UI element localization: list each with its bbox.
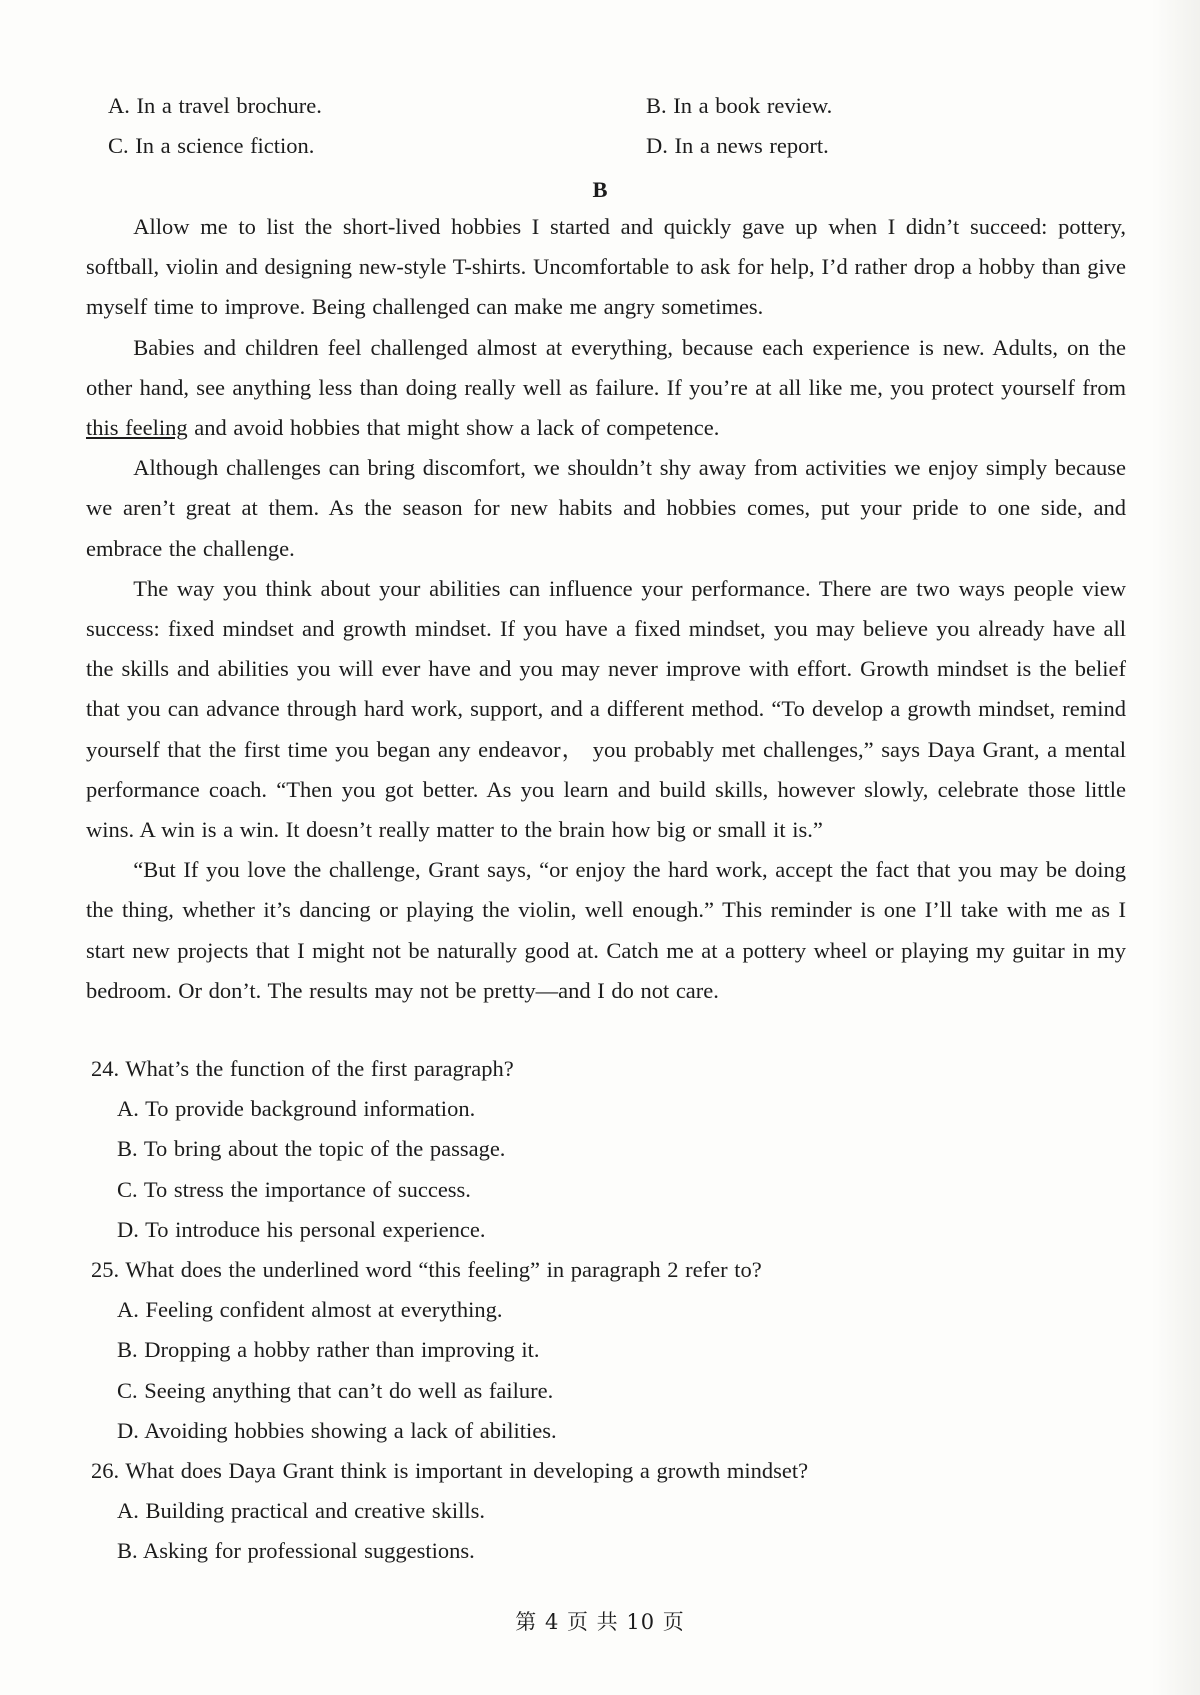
previous-question-options xyxy=(108,86,1108,166)
question-24 xyxy=(91,1049,1131,1250)
page-footer: 第 4 页 共 10 页 xyxy=(515,1610,685,1634)
answer-option: B. Dropping a hobby rather than improving it. xyxy=(117,1337,540,1363)
paragraph-1: Allow me to list the short-lived hobbies I started and quickly gave up when I didn’t succeed: pottery, softball, violin and designing new-style T-shirts. Uncomfortable to ask for help, I’d rather drop a hobby than give myself time to improve. Being challenged can make me angry sometimes. xyxy=(86,214,1126,320)
answer-option: D. To introduce his personal experience. xyxy=(117,1216,486,1242)
option-d: D. In a news report. xyxy=(646,132,829,158)
answer-option: C. Seeing anything that can’t do well as failure. xyxy=(117,1377,554,1403)
option-a: A. In a travel brochure. xyxy=(108,92,322,118)
answer-option: A. Building practical and creative skills. xyxy=(117,1498,486,1524)
question-stem: 26. What does Daya Grant think is important in developing a growth mindset? xyxy=(91,1458,809,1484)
question-stem: 25. What does the underlined word “this feeling” in paragraph 2 refer to? xyxy=(91,1257,762,1283)
paragraph-2-start: Babies and children feel challenged almost at everything, because each experience is new. Adults, on the other hand, see anything less than doing really well as failure. If you’re at all like me, you protect yourself from xyxy=(86,334,1126,400)
paragraph-3: Although challenges can bring discomfort, we shouldn’t shy away from activities we enjoy simply because we aren’t great at them. As the season for new habits and hobbies comes, put your pride to one side, and embrace the challenge. xyxy=(86,455,1126,561)
question-26 xyxy=(91,1451,1131,1572)
paragraph-5: “But If you love the challenge, Grant says, “or enjoy the hard work, accept the fact that you may be doing the thing, whether it’s dancing or playing the violin, well enough.” This reminder is one I’ll take with me as I start new projects that I might not be naturally good at. Catch me at a pottery wheel or playing my guitar in my bedroom. Or don’t. The results may not be pretty—and I do not care. xyxy=(86,857,1126,1003)
question-list xyxy=(91,1049,1131,1572)
option-c: C. In a science fiction. xyxy=(108,132,315,158)
answer-option: B. To bring about the topic of the passage. xyxy=(117,1136,506,1162)
paragraph-2-end: and avoid hobbies that might show a lack of competence. xyxy=(187,415,720,441)
question-25 xyxy=(91,1250,1131,1451)
underlined-phrase: this feeling xyxy=(86,415,188,441)
option-b: B. In a book review. xyxy=(646,92,833,118)
answer-option: D. Avoiding hobbies showing a lack of abilities. xyxy=(117,1417,557,1443)
option-row xyxy=(108,86,1108,126)
question-stem: 24. What’s the function of the first paragraph? xyxy=(91,1056,514,1081)
answer-option: C. To stress the importance of success. xyxy=(117,1176,471,1202)
scan-edge-shadow xyxy=(1152,0,1200,1695)
option-row xyxy=(108,126,1108,166)
answer-option: B. Asking for professional suggestions. xyxy=(117,1538,475,1564)
answer-option: A. To provide background information. xyxy=(117,1096,476,1122)
answer-option: A. Feeling confident almost at everything. xyxy=(117,1297,503,1323)
paragraph-4: The way you think about your abilities can influence your performance. There are two ways people view success: fixed mindset and growth mindset. If you have a fixed mindset, you may believe you already have all the skills and abilities you will ever have and you may never improve with effort. Growth mindset is the belief that you can advance through hard work, support, and a different method. “To develop a growth mindset, remind yourself that the first time you began any endeavor， you probably met challenges,” says Daya Grant, a mental performance coach. “Then you got better. As you learn and build skills, however slowly, celebrate those little wins. A win is a win. It doesn’t really matter to the brain how big or small it is.” xyxy=(86,575,1126,843)
reading-passage xyxy=(86,207,1126,1011)
paragraph-2 xyxy=(86,328,1126,449)
section-label: B xyxy=(592,177,608,202)
